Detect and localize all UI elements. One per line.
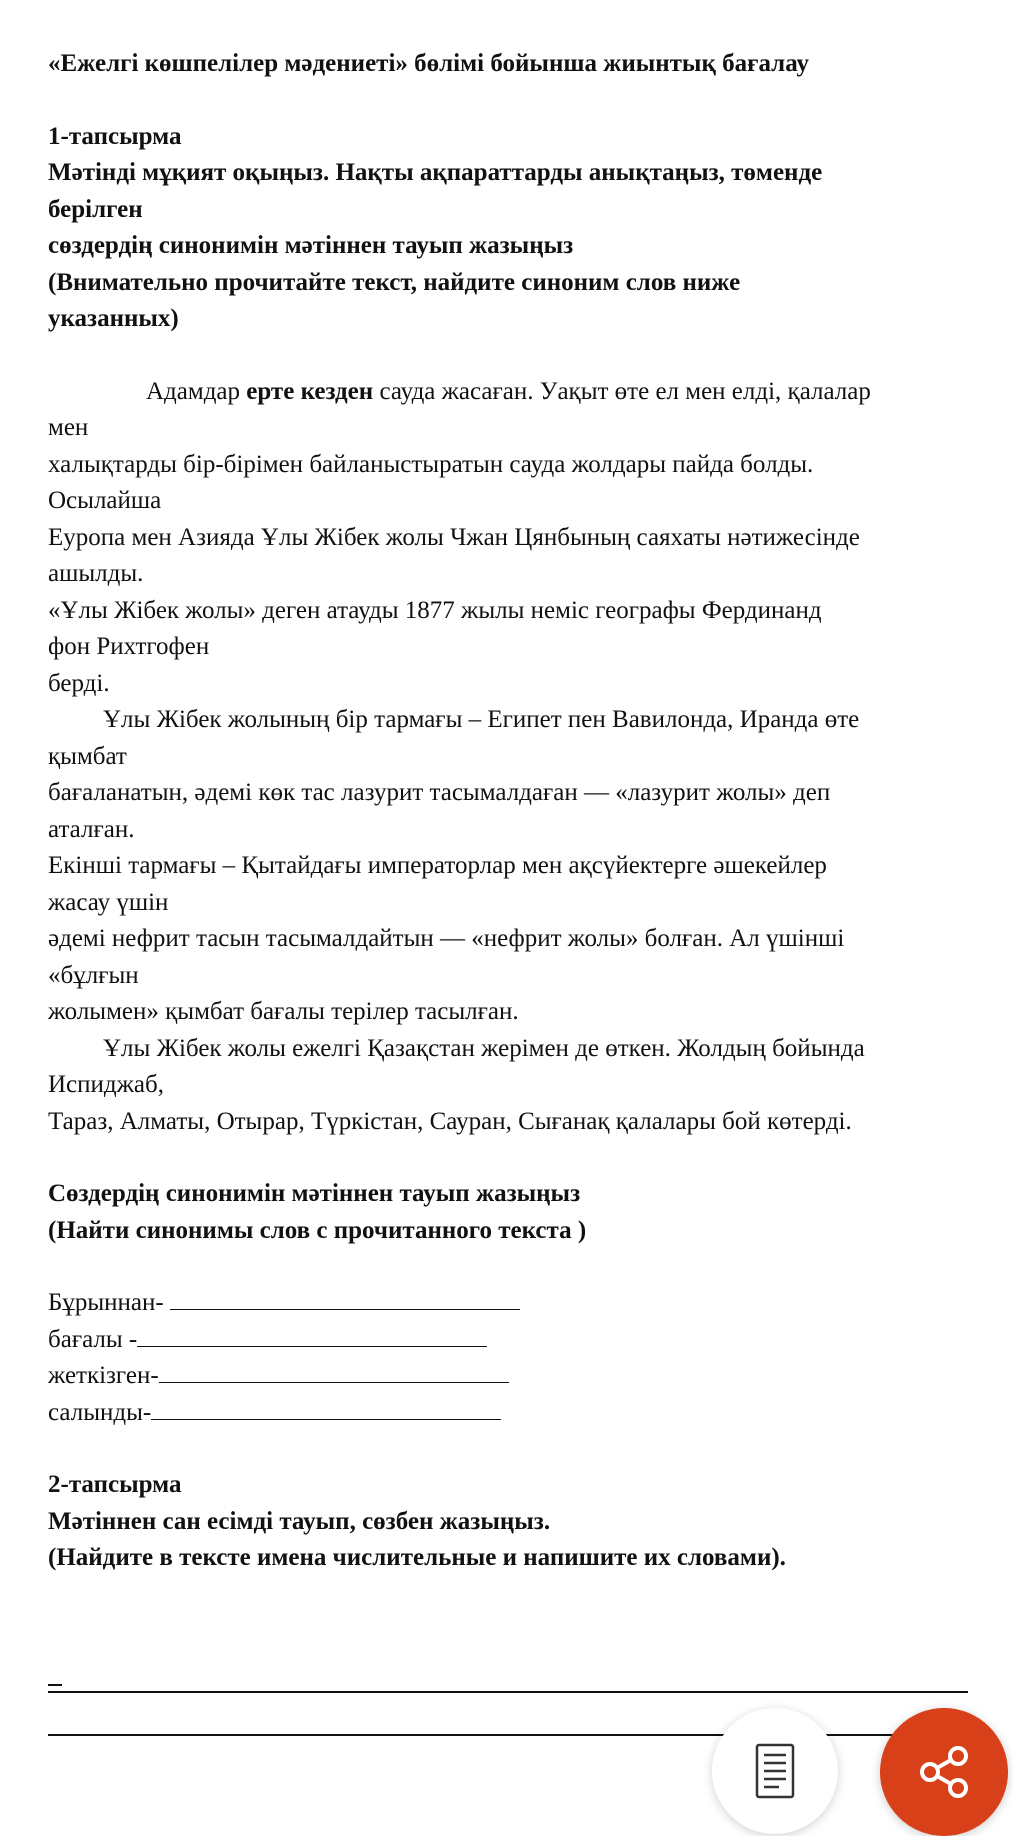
task1-heading: 1-тапсырма (48, 122, 182, 150)
answer-blank[interactable] (151, 1395, 501, 1420)
passage-line: жолымен» қымбат бағалы терілер тасылған. (48, 998, 519, 1025)
synonym-answer-row (48, 1395, 968, 1432)
passage-line: жасау үшін (48, 888, 169, 916)
task2-instruction-kz: Мәтіннен сан есімді тауып, сөзбен жазыңыз. (48, 1507, 551, 1535)
synonym-answer-row (48, 1285, 968, 1322)
synonyms-heading-ru: (Найти синонимы слов с прочитанного текста ) (48, 1216, 587, 1244)
passage-line: фон Рихтгофен (48, 633, 210, 660)
answer-line[interactable] (48, 1734, 968, 1736)
passage-text: сауда жасаған. Уақыт өте ел мен елді, қалалар (373, 377, 871, 405)
synonym-word: салынды- (48, 1398, 152, 1426)
share-button[interactable] (880, 1708, 1008, 1836)
passage-line: Тараз, Алматы, Отырар, Түркістан, Сауран, Сығанақ қалалары бой көтерді. (48, 1107, 852, 1135)
answer-blank[interactable] (170, 1285, 520, 1310)
synonym-answer-row (48, 1322, 968, 1359)
document-title: «Ежелгі көшпелілер мәдениеті» бөлімі бойынша жиынтық бағалау (48, 50, 809, 77)
passage-line: ашылды. (48, 560, 144, 587)
document-button[interactable] (712, 1708, 838, 1834)
passage-line: аталған. (48, 815, 135, 843)
document-page (48, 46, 968, 1577)
synonym-word: бағалы - (48, 1325, 138, 1353)
passage-line: бағаланатын, әдемі көк тас лазурит тасымалдаған — «лазурит жолы» деп (48, 779, 831, 806)
task2-heading: 2-тапсырма (48, 1471, 182, 1498)
synonym-answer-row (48, 1358, 968, 1395)
passage-line: мен (48, 414, 89, 441)
passage-bold-phrase: ерте кезден (246, 377, 374, 405)
answer-line[interactable] (48, 1691, 968, 1693)
answer-blank[interactable] (137, 1322, 487, 1347)
passage-line: «бұлғын (48, 961, 139, 989)
passage-first-line (48, 374, 968, 411)
answer-line-mark (48, 1684, 62, 1686)
task1-instruction-line: (Внимательно прочитайте текст, найдите синоним слов ниже (48, 268, 741, 296)
passage-line: берді. (48, 669, 110, 697)
task1-instruction-line: сөздердің синонимін мәтіннен тауып жазыңыз (48, 232, 574, 259)
task1-instruction-line: указанных) (48, 305, 179, 332)
passage-line: халықтарды бір-бірімен байланыстыратын сауда жолдары пайда болды. (48, 450, 814, 478)
task1-instruction-line: берілген (48, 195, 143, 223)
task2-instruction-ru: (Найдите в тексте имена числительные и напишите их словами). (48, 1544, 786, 1571)
passage-line: «Ұлы Жібек жолы» деген атауды 1877 жылы неміс географы Фердинанд (48, 596, 822, 624)
synonyms-heading-kz: Сөздердің синонимін мәтіннен тауып жазыңыз (48, 1180, 581, 1207)
passage-line: қымбат (48, 742, 127, 770)
passage-line: әдемі нефрит тасын тасымалдайтын — «нефрит жолы» болған. Ал үшінші (48, 925, 845, 952)
share-icon (914, 1742, 974, 1802)
passage-text: Адамдар (146, 377, 247, 405)
task1-instruction-line: Мәтінді мұқият оқыңыз. Нақты ақпараттарды анықтаңыз, төменде (48, 159, 823, 186)
passage-paragraph3-first-line: Ұлы Жібек жолы ежелгі Қазақстан жерімен де өткен. Жолдың бойында (103, 1034, 865, 1062)
document-icon (755, 1743, 795, 1799)
passage-line: Еуропа мен Азияда Ұлы Жібек жолы Чжан Цянбының саяхаты нәтижесінде (48, 523, 860, 551)
synonym-word: жеткізген- (48, 1362, 159, 1389)
passage-line: Испиджаб, (48, 1071, 164, 1098)
passage-line: Екінші тармағы – Қытайдағы императорлар мен ақсүйектерге әшекейлер (48, 852, 827, 879)
passage-paragraph2-first-line: Ұлы Жібек жолының бір тармағы – Египет пен Вавилонда, Иранда өте (103, 706, 860, 733)
passage-line: Осылайша (48, 487, 162, 514)
answer-blank[interactable] (159, 1358, 509, 1383)
synonym-word: Бұрыннан- (48, 1289, 170, 1316)
